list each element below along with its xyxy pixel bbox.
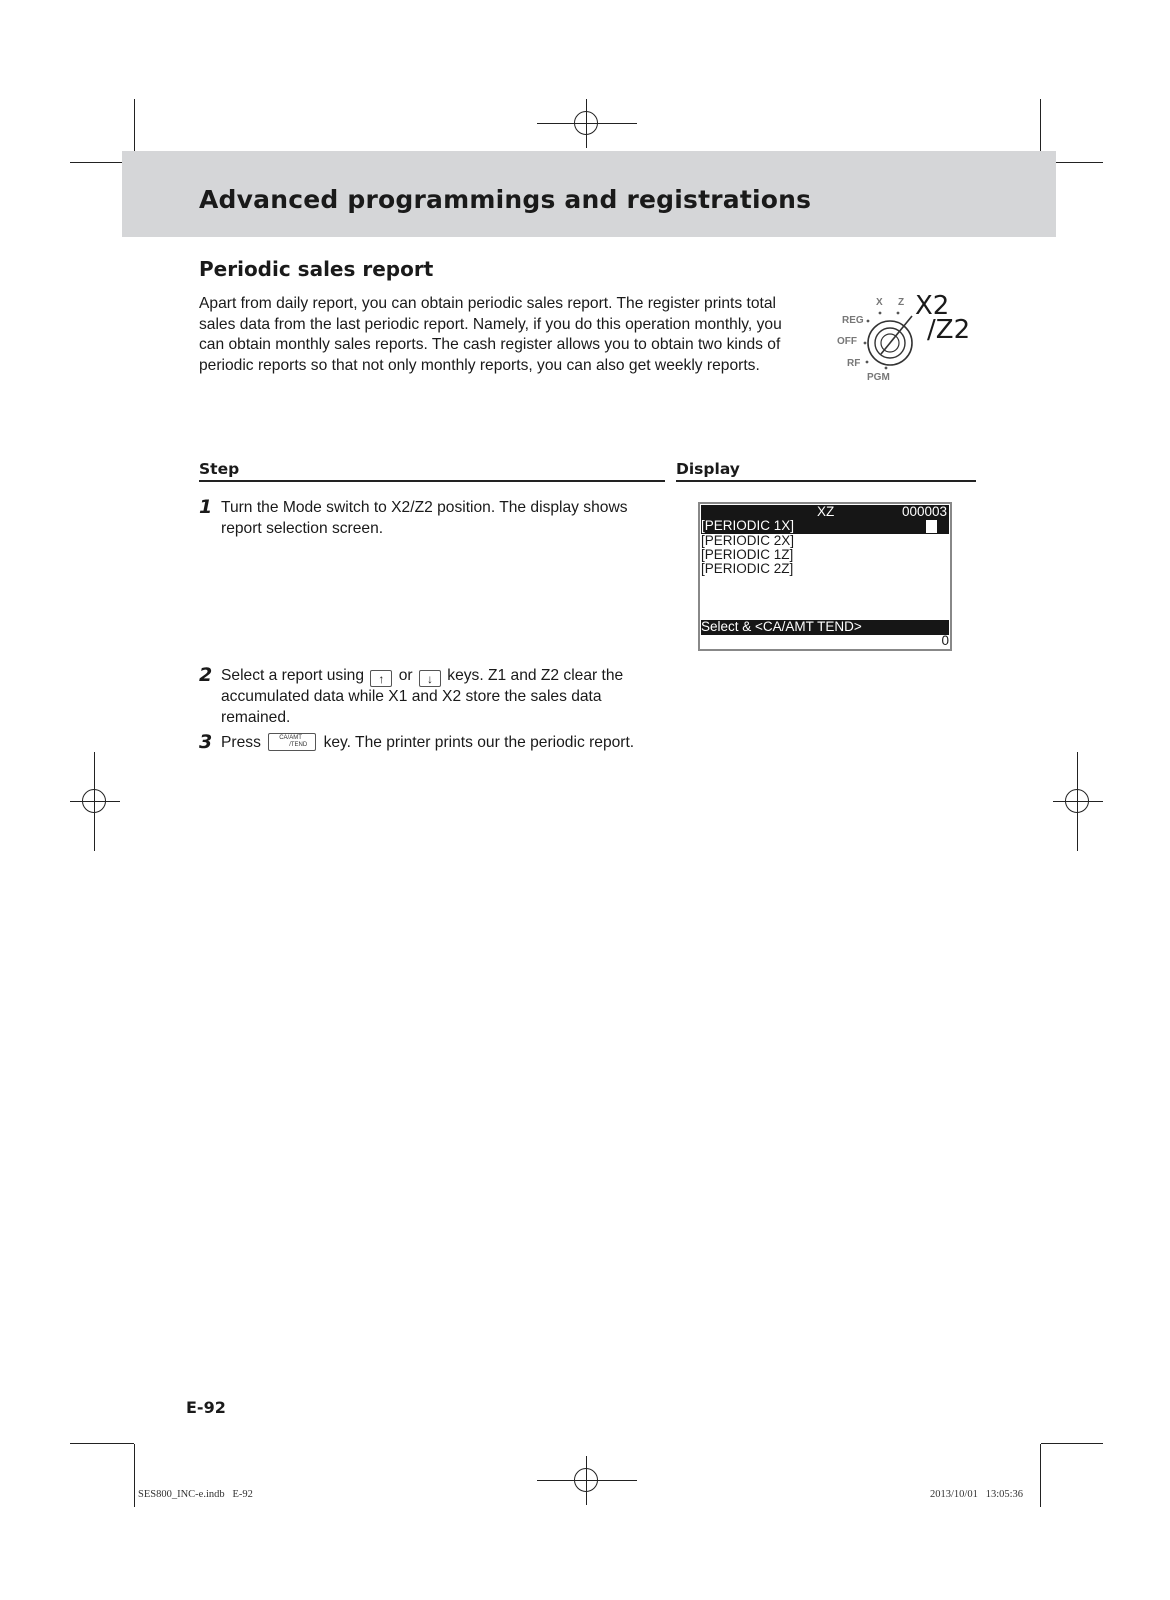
dial-position-z2: /Z2 [927,315,971,345]
display-mode: XZ [817,504,835,519]
up-arrow-key-icon: ↑ [370,670,392,687]
step-1-text: Turn the Mode switch to X2/Z2 position. The display shows report selection screen. [221,499,628,537]
display-footer-prompt: Select & <CA/AMT TEND> [701,620,949,635]
step-1-number: 1 [199,496,213,518]
dial-label-x: X [876,297,883,308]
dial-label-off: OFF [837,336,857,347]
display-item: [PERIODIC 1Z] [701,547,794,562]
dial-label-reg: REG [842,315,864,326]
down-arrow-key-icon: ↓ [419,670,441,687]
key-label-top: CA/AMT [279,735,302,741]
dial-position-x2: X2 [915,291,950,321]
display-item: [PERIODIC 2X] [701,533,795,548]
display-counter: 000003 [901,504,947,519]
step-3-text-b: key. The printer prints our the periodic report. [323,734,635,751]
display-item-label: [PERIODIC 1X] [701,518,795,533]
step-2-text-b: keys. Z1 and Z2 clear the accumulated data while X1 and X2 store the sales data remained. [221,667,624,726]
step-column-header: Step [199,460,665,482]
step-3-number: 3 [199,731,213,753]
dial-label-pgm: PGM [867,372,890,383]
display-cursor [926,520,937,533]
page-title: Advanced programmings and registrations [199,185,812,214]
display-column-header: Display [676,460,976,482]
dial-label-rf: RF [847,358,861,369]
step-2-text [221,666,666,728]
step-3-text-a: Press [221,734,261,751]
step-2-number: 2 [199,664,213,686]
display-footer-value: 0 [941,633,949,648]
step-3-text [221,733,666,754]
slug-file: SES800_INC-e.indb E-92 [138,1489,253,1500]
display-item-selected [701,519,949,534]
page-number: E-92 [186,1398,226,1417]
slug-date: 2013/10/01 13:05:36 [930,1489,1024,1500]
mode-switch-illustration [836,291,981,386]
key-label-bottom: /TEND [289,742,308,748]
intro-paragraph: Apart from daily report, you can obtain periodic sales report. The register prints total sales data from the last periodic report. Namely, if you do this operation monthly, you can obtain monthly sales reports. The cash register allows you to obtain two kinds of periodic reports so that not only monthly reports, you can also get weekly reports. [199,295,782,374]
register-display [698,502,952,651]
dial-label-z: Z [898,297,905,308]
step-2-text-or: or [398,667,413,684]
step-2-text-a: Select a report using [221,667,365,684]
section-title: Periodic sales report [199,257,434,281]
ca-amt-tend-key-icon [268,733,316,751]
display-item: [PERIODIC 2Z] [701,561,794,576]
